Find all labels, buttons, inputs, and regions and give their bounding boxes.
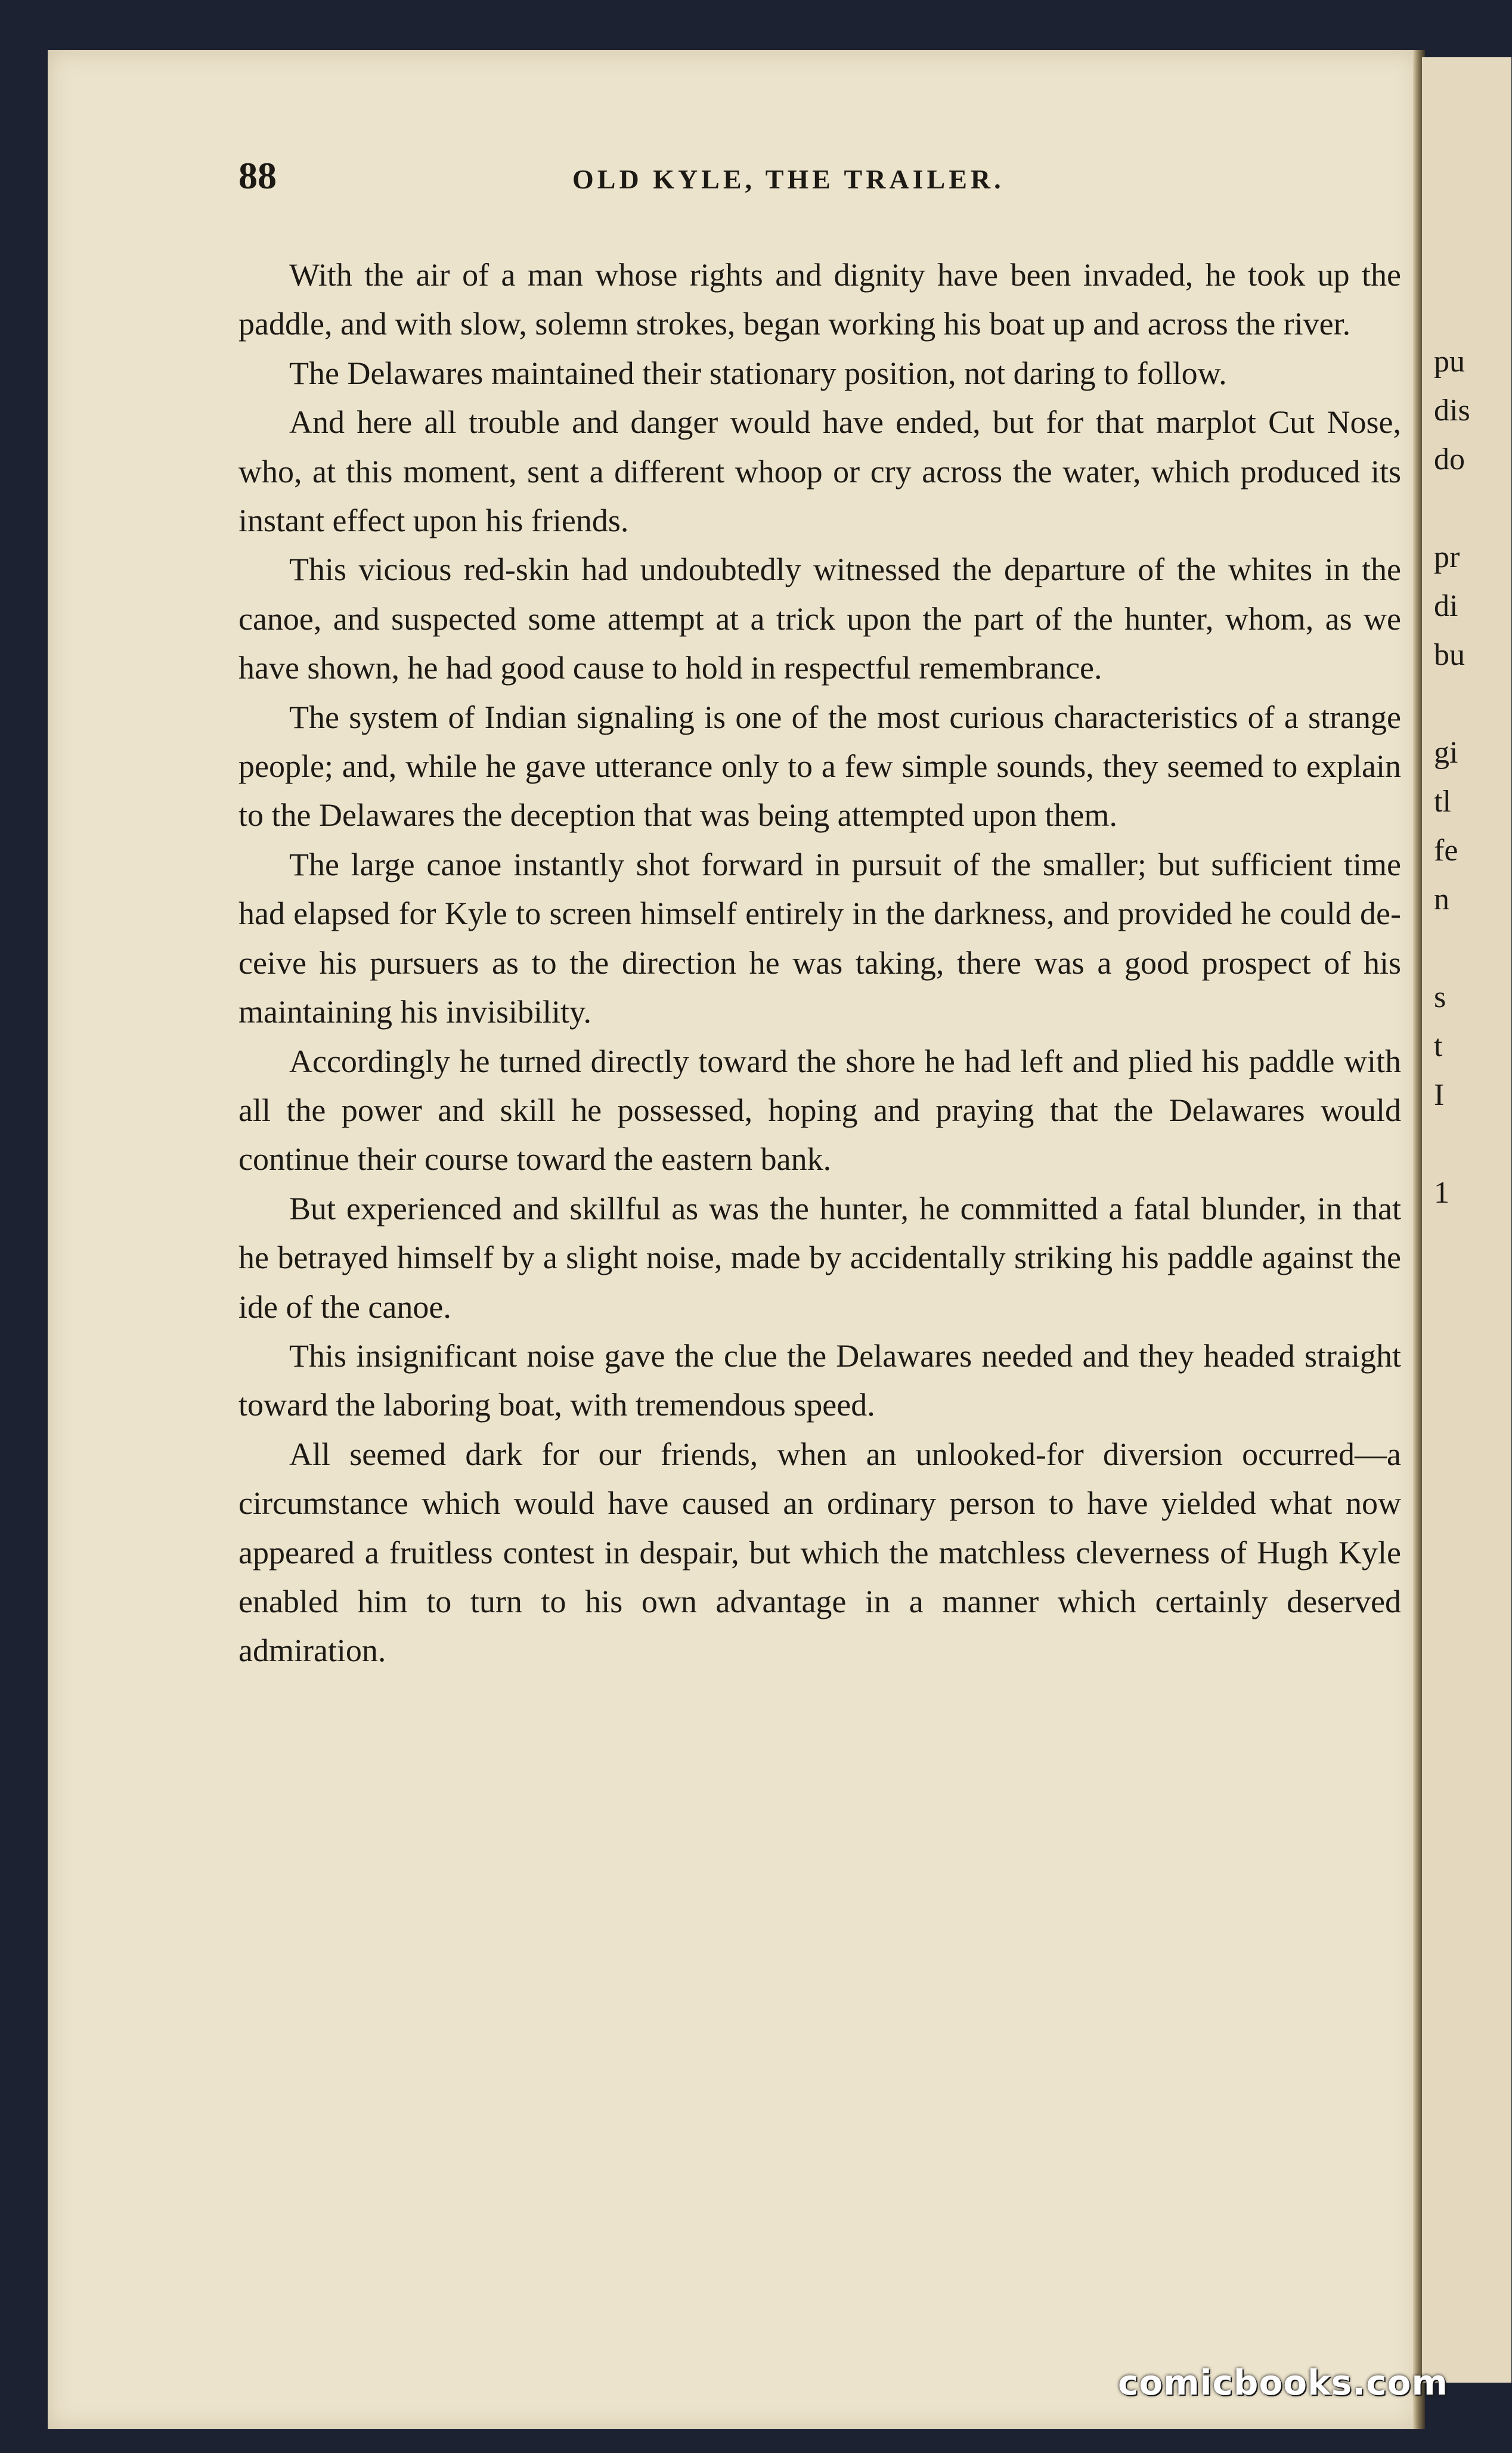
running-head: OLD KYLE, THE TRAILER. [572, 164, 1005, 194]
page-header [238, 154, 1347, 213]
facing-page-fragment: dis [1434, 394, 1470, 428]
paragraph: And here all trouble and danger would have ended, but for that marplot Cut Nose, who, at this moment, sent a different whoop or cry across the water, which produced its instant effect upon his friends. [238, 404, 1401, 539]
page-number: 88 [238, 154, 277, 197]
facing-page-fragment [1434, 680, 1511, 729]
paragraph: But experienced and skillful as was the hunter, he committed a fatal blunder, in that he betrayed himself by a slight noise, made by accidentally striking his paddle against the ide of the canoe. [238, 1190, 1401, 1325]
paragraph: The Delawares maintained their stationary position, not daring to follow. [289, 355, 1227, 391]
facing-page-fragment [1434, 1120, 1511, 1169]
facing-page-fragment: pu [1434, 345, 1465, 379]
facing-page-fragment [1434, 484, 1511, 533]
facing-page-fragment: I [1434, 1078, 1445, 1112]
body-text [238, 250, 1401, 1675]
facing-page-fragment [1434, 924, 1511, 973]
paragraph: All seemed dark for our friends, when an unlooked-for diversion occurred—a circumstance which would have caused an ordinary person to have yielded what now appeared a fruitless contest in despair, but which the matchless cleverness of Hugh Kyle enabled him to turn to his own advantage in a manner which certainly deserved admiration. [238, 1436, 1401, 1669]
paragraph: The system of Indian signaling is one of the most curious characteristics of a strange people; and, while he gave utterance only to a few simple sounds, they seemed to explain to the Delawares the deception that was being attempted upon them. [238, 699, 1401, 834]
paragraph: Accordingly he turned directly toward the shore he had left and plied his paddle with all the power and skill he possessed, hoping and praying that the Delawares would continue their course toward the eastern bank. [238, 1043, 1401, 1178]
facing-page-fragment: fe [1434, 834, 1458, 868]
facing-page-fragment: do [1434, 442, 1465, 476]
facing-page-text-fragments [1434, 337, 1511, 1218]
paragraph: With the air of a man whose rights and dignity have been invaded, he took up the paddle, and with slow, solemn strokes, began working his boat up and across the river. [238, 257, 1401, 342]
paragraph: This insignificant noise gave the clue the Delawares needed and they headed straight toward the laboring boat, with tremendous speed. [238, 1337, 1401, 1423]
watermark: comicbooks.com [1118, 2362, 1448, 2403]
facing-page-fragment: n [1434, 882, 1449, 916]
facing-page-edge [1422, 57, 1511, 2383]
facing-page-fragment: pr [1434, 540, 1460, 574]
facing-page-fragment: 1 [1434, 1176, 1449, 1210]
facing-page-fragment: di [1434, 589, 1458, 623]
facing-page-fragment: t [1434, 1029, 1443, 1063]
facing-page-fragment: s [1434, 980, 1446, 1014]
paragraph: The large canoe instantly shot forward in pursuit of the smaller; but sufficient time had elapsed for Kyle to screen himself entirely in the darkness, and provided he could deceive his pursuers as to the direction he was taking, there was a good prospect of his maintaining his invisibility. [238, 846, 1401, 1030]
facing-page-fragment: gi [1434, 736, 1458, 770]
paragraph: This vicious red-skin had undoubtedly witnessed the departure of the whites in the canoe, and suspected some attempt at a trick upon the part of the hunter, whom, as we have shown, he had good cause to hold in respectful remembrance. [238, 552, 1401, 686]
facing-page-fragment: tl [1434, 785, 1451, 819]
facing-page-fragment: bu [1434, 638, 1465, 672]
